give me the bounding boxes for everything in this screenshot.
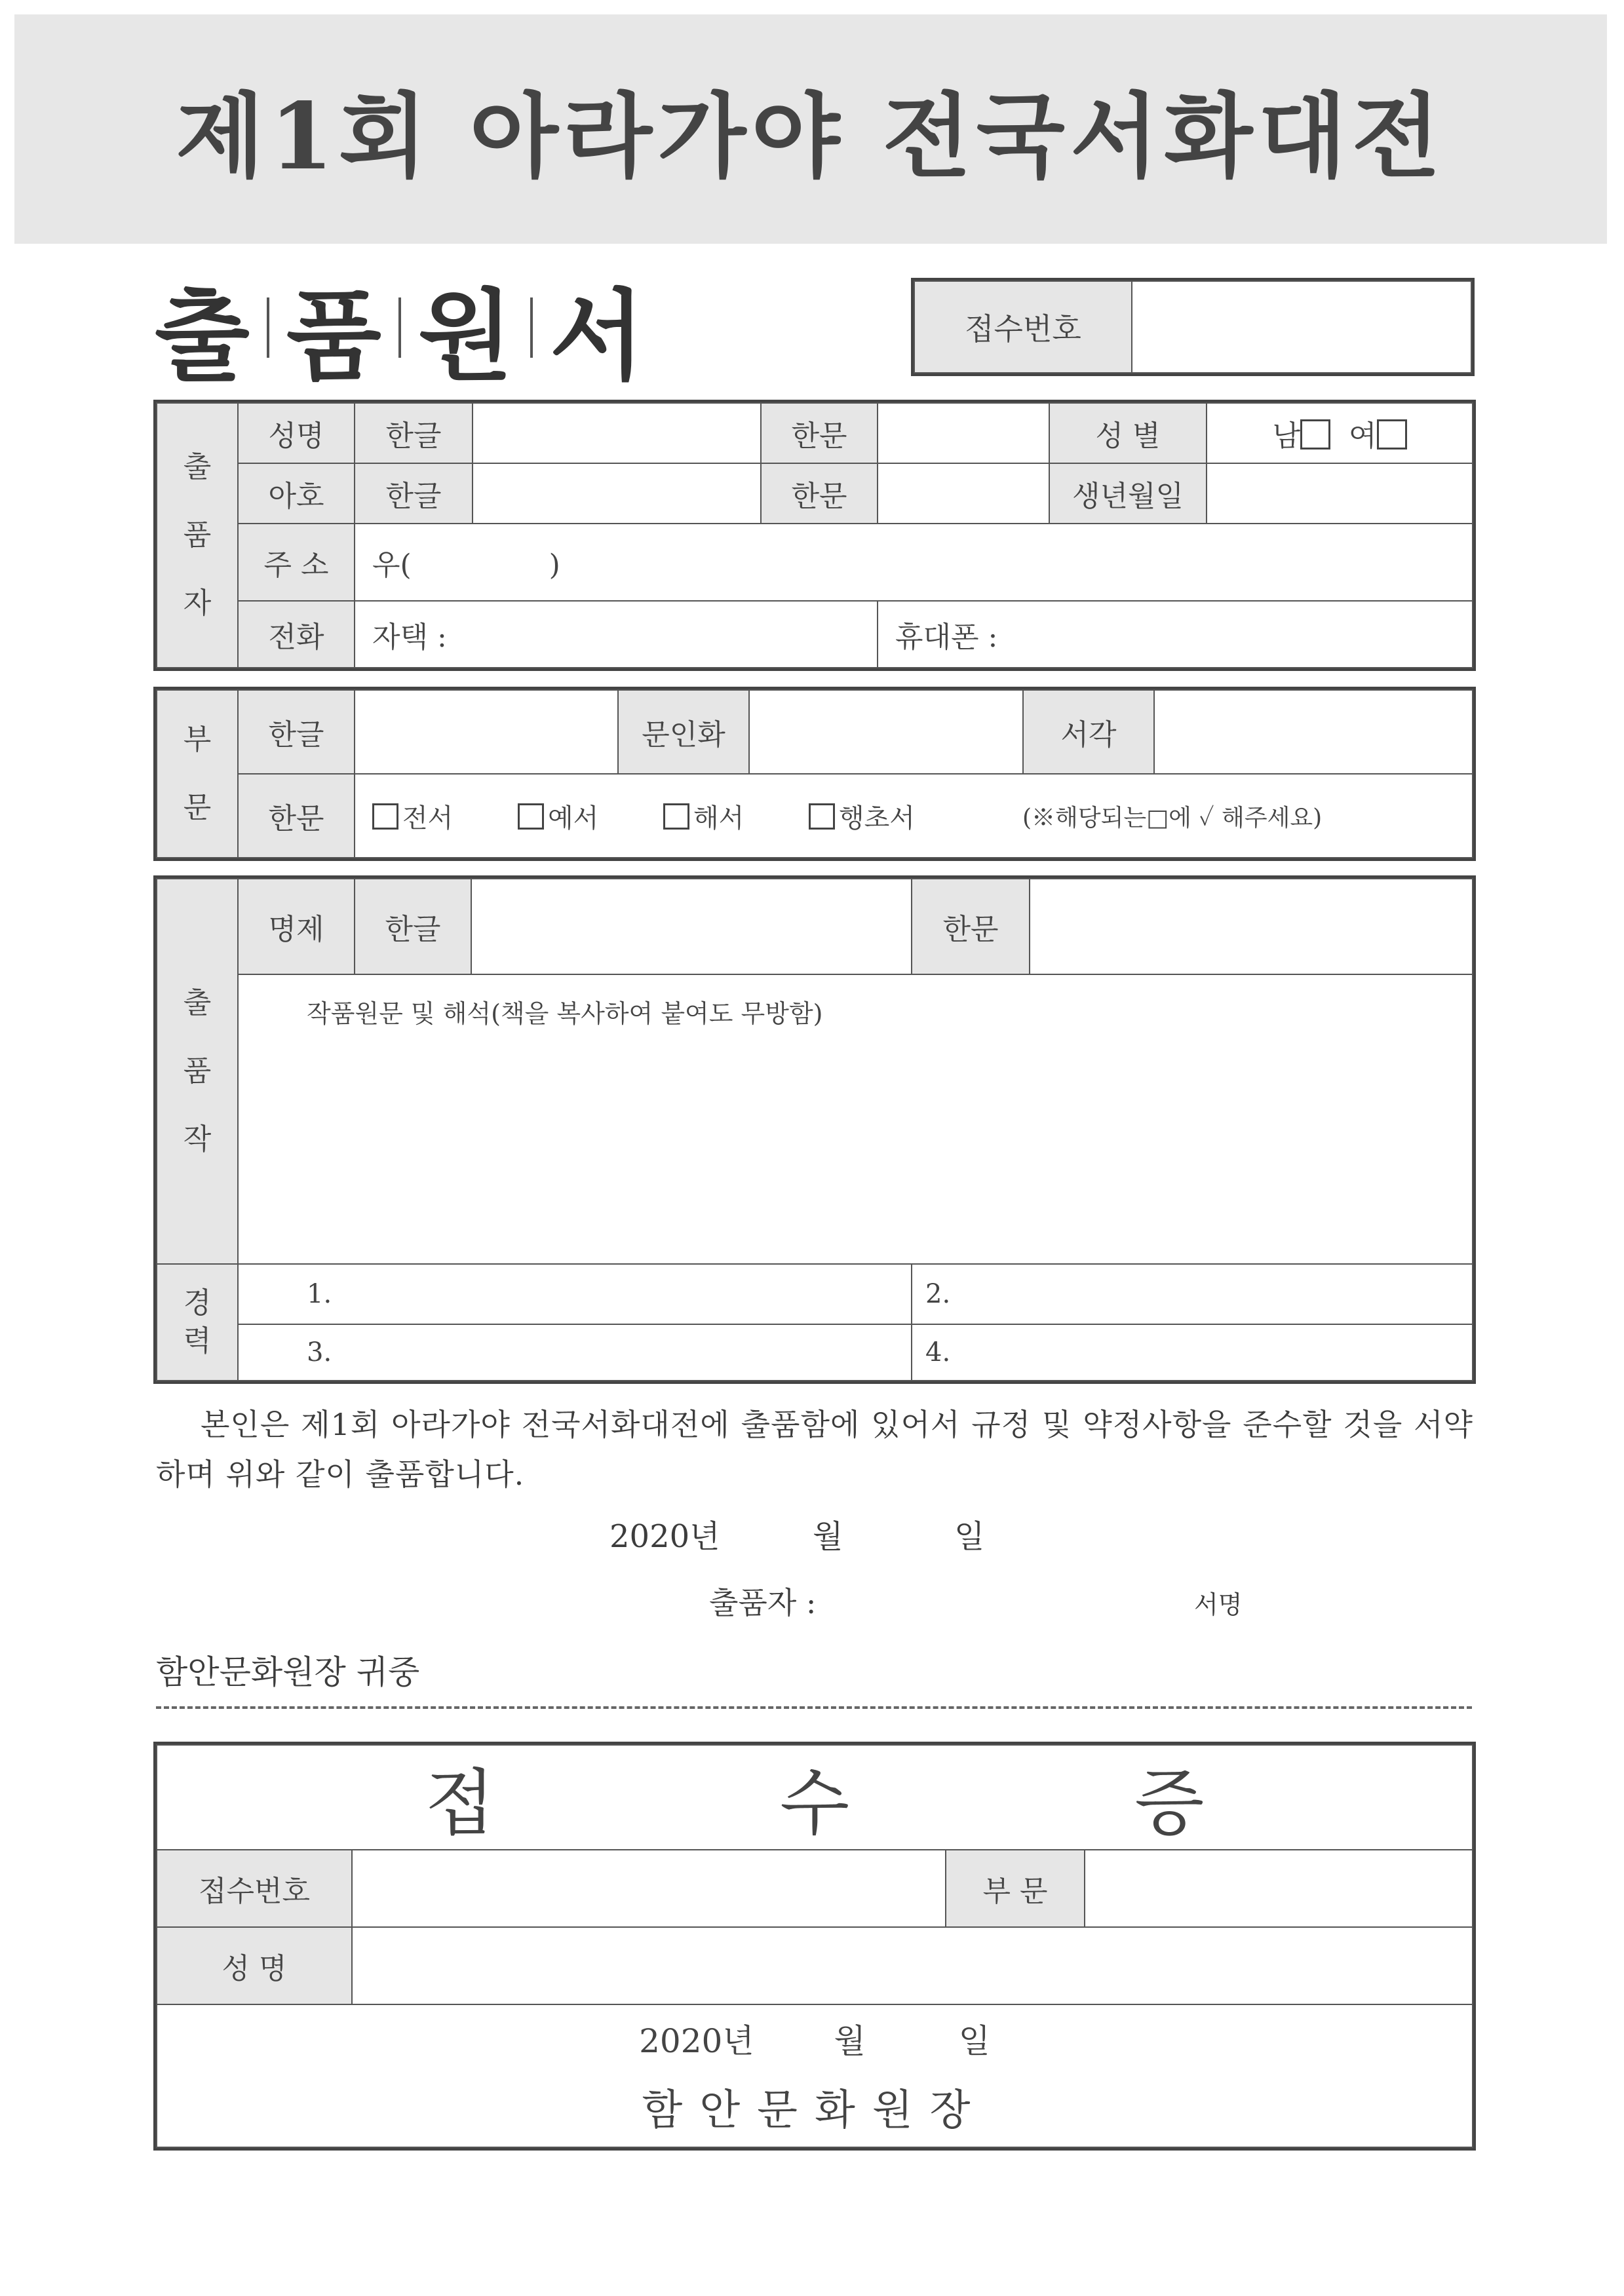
option-haeseo[interactable]: 해서 [663, 797, 809, 835]
hanmun-style-options [355, 774, 1473, 858]
title-hangul-label: 한글 [355, 879, 471, 974]
name-hangul-label: 한글 [355, 403, 473, 463]
title-separator [530, 297, 533, 358]
title-separator [398, 297, 401, 358]
signature-mark: 서명 [1194, 1590, 1243, 1619]
pen-name-hangul-label: 한글 [355, 463, 473, 524]
receipt-name-label: 성 명 [157, 1927, 352, 2004]
work-section [156, 878, 1473, 1381]
pen-name-label: 아호 [238, 463, 355, 524]
receipt-section [156, 1744, 1473, 2148]
category-seogak-label: 서각 [1023, 690, 1154, 774]
receipt-number-box [914, 280, 1472, 373]
checkbox[interactable] [663, 803, 689, 830]
pen-name-hanmun-label: 한문 [761, 463, 878, 524]
name-hangul-field[interactable] [473, 403, 761, 463]
title-label: 명제 [238, 879, 355, 974]
form-title [155, 269, 645, 394]
birth-date-field[interactable] [1207, 463, 1473, 524]
receipt-date: 2020년 월 일 [639, 2022, 990, 2060]
receipt-name-value[interactable] [352, 1927, 1473, 2004]
career-item-1[interactable]: 1. [238, 1264, 912, 1324]
male-checkbox[interactable] [1300, 419, 1330, 450]
addressee: 함안문화원장 귀중 [156, 1653, 420, 1691]
category-munin-field[interactable] [749, 690, 1023, 774]
title-hangul-field[interactable] [471, 879, 912, 974]
date-month: 월 [813, 1518, 843, 1555]
category-hangul-field[interactable] [355, 690, 618, 774]
receipt-category-value[interactable] [1085, 1850, 1473, 1927]
phone-label: 전화 [238, 601, 355, 668]
career-item-2[interactable]: 2. [912, 1264, 1473, 1324]
name-label: 성명 [238, 403, 355, 463]
checkbox[interactable] [518, 803, 544, 830]
career-side-label: 경 력 [157, 1264, 238, 1381]
name-hanmun-label: 한문 [761, 403, 878, 463]
receipt-number-label: 접수번호 [914, 281, 1132, 373]
form-title-char: 원 [417, 278, 513, 394]
checkbox[interactable] [372, 803, 398, 830]
applicant-section [156, 402, 1473, 668]
work-text-note: 작품원문 및 해석(책을 복사하여 붙여도 무방함) [307, 999, 823, 1028]
option-yeseo[interactable]: 예서 [518, 797, 663, 835]
mobile-phone-field[interactable]: 휴대폰 : [878, 601, 1473, 668]
receipt-title-cell [157, 1745, 1473, 1850]
category-hanmun-label: 한문 [238, 774, 355, 858]
form-title-char: 품 [286, 278, 381, 394]
receipt-number-value[interactable] [352, 1850, 946, 1927]
checkbox[interactable] [809, 803, 835, 830]
applicant-side-label: 출 품 자 [157, 403, 238, 668]
work-side-label: 출 품 작 [157, 879, 238, 1264]
check-instruction: (※해당되는□에 ✓ 해주세요) [1022, 804, 1323, 832]
receipt-category-label: 부 문 [946, 1850, 1085, 1927]
receipt-footer [157, 2004, 1473, 2147]
category-hangul-label: 한글 [238, 690, 355, 774]
signer-label: 출품자 : [709, 1585, 817, 1620]
category-munin-label: 문인화 [618, 690, 749, 774]
form-title-char: 서 [549, 278, 645, 394]
pen-name-hanmun-field[interactable] [878, 463, 1049, 524]
date-day: 일 [954, 1518, 985, 1555]
title-hanmun-label: 한문 [912, 879, 1030, 974]
form-title-char: 출 [155, 278, 250, 394]
option-jeonseo[interactable]: 전서 [372, 797, 518, 835]
category-side-label: 부 문 [157, 690, 238, 858]
career-item-4[interactable]: 4. [912, 1324, 1473, 1381]
receipt-issuer: 함안문화원장 [642, 2086, 988, 2135]
contest-title: 제1회 아라가야 전국서화대전 [176, 83, 1446, 191]
career-item-3[interactable]: 3. [238, 1324, 912, 1381]
option-haengchoseo[interactable]: 행초서 [809, 797, 954, 835]
pen-name-hangul-field[interactable] [473, 463, 761, 524]
work-text-area[interactable] [238, 974, 1473, 1264]
receipt-title: 접 수 증 [425, 1761, 1336, 1845]
receipt-number-field[interactable] [1132, 281, 1471, 373]
date-year: 2020년 [609, 1518, 720, 1555]
title-separator [267, 297, 269, 358]
address-field[interactable]: 우( ) [355, 524, 1473, 601]
header-banner [14, 14, 1607, 244]
category-seogak-field[interactable] [1154, 690, 1473, 774]
birth-date-label: 생년월일 [1049, 463, 1207, 524]
gender-label: 성 별 [1049, 403, 1207, 463]
receipt-number-label: 접수번호 [157, 1850, 352, 1927]
female-checkbox[interactable] [1377, 419, 1407, 450]
address-label: 주 소 [238, 524, 355, 601]
name-hanmun-field[interactable] [878, 403, 1049, 463]
pledge-text: 본인은 제1회 아라가야 전국서화대전에 출품함에 있어서 규정 및 약정사항을 준수할 것을 서약하며 위와 같이 출품합니다. [156, 1407, 1473, 1492]
gender-field: 남 여 [1207, 403, 1473, 463]
home-phone-field[interactable]: 자택 : [355, 601, 878, 668]
title-hanmun-field[interactable] [1030, 879, 1473, 974]
category-section [156, 689, 1473, 858]
cut-line [156, 1706, 1472, 1709]
